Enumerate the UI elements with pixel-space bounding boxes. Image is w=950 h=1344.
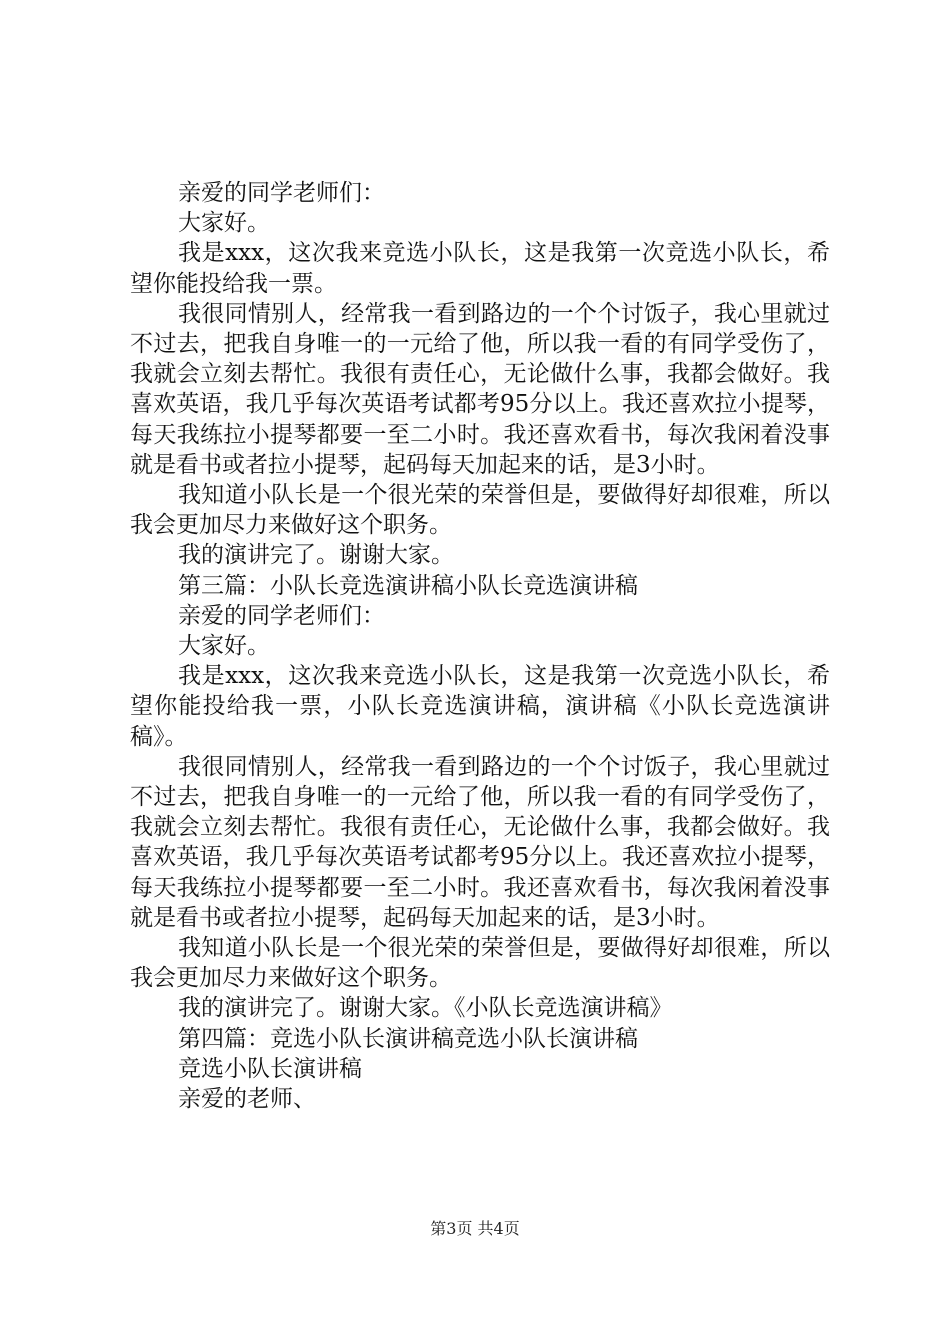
paragraph-greeting: 亲爱的老师、 (178, 1086, 316, 1113)
paragraph-hello: 大家好。 (178, 633, 270, 660)
paragraph-qualities: 我很同情别人，经常我一看到路边的一个个讨饭子，我心里就过不过去，把我自身唯一的一元给了他，所以我一看的有同学受伤了，我就会立刻去帮忙。我很有责任心，无论做什么事，我都会做好。我喜欢英语，我几乎每次英语考试都考95分以上。我还喜欢拉小提琴，每天我练拉小提琴都要一至二小时。我还喜欢看书，每次我闲着没事就是看书或者拉小提琴，起码每天加起来的话，是3小时。 (130, 753, 830, 931)
paragraph-closing: 我的演讲完了。谢谢大家。《小队长竞选演讲稿》 (178, 995, 673, 1022)
paragraph-commitment: 我知道小队长是一个很光荣的荣誉但是，要做得好却很难，所以我会更加尽力来做好这个职务。 (130, 482, 830, 539)
paragraph-qualities: 我很同情别人，经常我一看到路边的一个个讨饭子，我心里就过不过去，把我自身唯一的一元给了他，所以我一看的有同学受伤了，我就会立刻去帮忙。我很有责任心，无论做什么事，我都会做好。我喜欢英语，我几乎每次英语考试都考95分以上。我还喜欢拉小提琴，每天我练拉小提琴都要一至二小时。我还喜欢看书，每次我闲着没事就是看书或者拉小提琴，起码每天加起来的话，是3小时。 (130, 300, 830, 478)
paragraph-greeting: 亲爱的同学老师们： (178, 180, 385, 206)
section-heading-4: 第四篇：竞选小队长演讲稿竞选小队长演讲稿 (178, 1025, 638, 1052)
document-body (130, 178, 830, 1114)
paragraph-closing: 我的演讲完了。谢谢大家。 (178, 542, 454, 569)
paragraph-intro: 我是xxx，这次我来竞选小队长，这是我第一次竞选小队长，希望你能投给我一票。 (130, 240, 830, 297)
paragraph-hello: 大家好。 (178, 210, 270, 237)
paragraph-commitment: 我知道小队长是一个很光荣的荣誉但是，要做得好却很难，所以我会更加尽力来做好这个职务。 (130, 935, 830, 992)
speech-title: 竞选小队长演讲稿 (178, 1055, 362, 1082)
page-number-footer: 第3页 共4页 (430, 1219, 520, 1238)
paragraph-intro: 我是xxx，这次我来竞选小队长，这是我第一次竞选小队长，希望你能投给我一票，小队长竞选演讲稿，演讲稿《小队长竞选演讲稿》。 (130, 663, 830, 750)
paragraph-greeting: 亲爱的同学老师们： (178, 602, 385, 629)
section-heading-3: 第三篇：小队长竞选演讲稿小队长竞选演讲稿 (178, 572, 638, 599)
